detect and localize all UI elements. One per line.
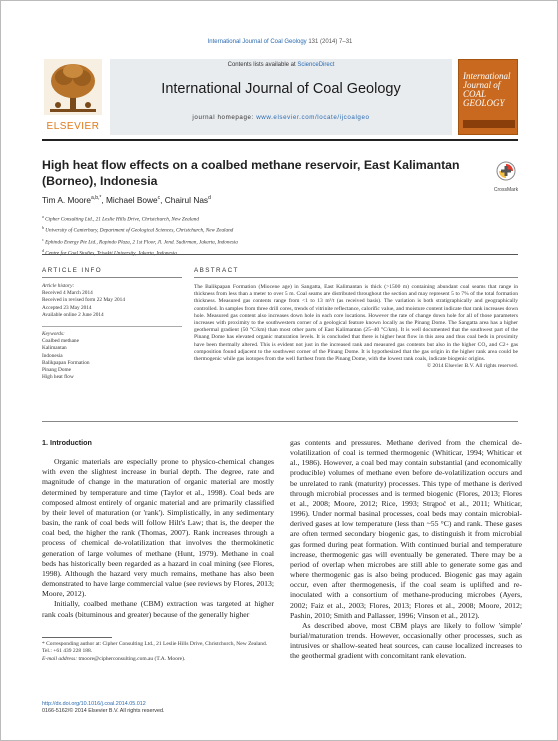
email-line [42, 656, 274, 663]
email-label: E-mail address: [42, 655, 78, 662]
article-title: High heat flow effects on a coalbed methane reservoir, East Kalimantan (Borneo), Indonesia [42, 158, 460, 188]
body-paragraph: Initially, coalbed methane (CBM) extraction was targeted at higher rank coals (bituminous and greater) because of the generally higher [42, 599, 274, 619]
abstract-heading: ABSTRACT [194, 267, 239, 274]
affiliation-marker: a [42, 214, 44, 219]
journal-title: International Journal of Coal Geology [161, 81, 401, 97]
author-affil-marker[interactable]: d [208, 195, 211, 202]
issn-line: 0166-5162/© 2014 Elsevier B.V. All rights reserved. [42, 708, 165, 715]
abstract-rule [194, 277, 518, 278]
history-item: Available online 2 June 2014 [42, 311, 104, 318]
affiliations [42, 213, 442, 258]
affiliation-text: Ephindo Energy Pte Ltd., Rapindo Plaza, 2 1st Floor, Jl. Jend. Sudirman, Jakarta, Indonesia [45, 239, 238, 246]
section-heading: 1. Introduction [42, 438, 92, 447]
article-info-rule [42, 277, 182, 278]
article-history [42, 283, 182, 319]
cover-title: International Journal of COAL GEOLOGY [463, 71, 511, 108]
crossmark-label: CrossMark [493, 187, 519, 193]
header-divider [42, 254, 518, 255]
keyword: Pinang Dome [42, 367, 71, 374]
affiliation-marker: b [42, 225, 44, 231]
history-label: Article history: [42, 283, 75, 289]
history-item: Accepted 23 May 2014 [42, 304, 92, 311]
author-name[interactable]: Chairul Nas [164, 195, 209, 205]
abstract-bottom-rule [42, 421, 518, 422]
homepage-prefix: journal homepage: [192, 114, 254, 121]
body-column-left [42, 438, 274, 620]
keyword: Coalbed methane [42, 338, 79, 345]
keyword: High heat flow [42, 374, 74, 381]
journal-homepage [110, 114, 452, 121]
elsevier-logo[interactable] [42, 59, 104, 132]
keywords-rule [42, 326, 182, 327]
history-item: Received 4 March 2014 [42, 290, 93, 297]
email-address[interactable]: tmoore@cipherconsulting.com.au (T.A. Moore). [78, 655, 186, 662]
affiliation-marker: d [42, 247, 44, 253]
keywords [42, 331, 182, 381]
article-info-heading: ARTICLE INFO [42, 267, 103, 274]
affiliation [42, 247, 442, 258]
footnote [42, 641, 274, 663]
crossmark-icon [496, 161, 516, 181]
keyword: Indonesia [42, 352, 63, 359]
affiliation [42, 236, 442, 247]
body-column-right [290, 438, 522, 661]
affiliation-marker: c [42, 236, 44, 242]
masthead-banner [110, 59, 452, 135]
contents-prefix: Contents lists available at [227, 62, 296, 68]
affiliation [42, 213, 442, 224]
publisher-name: ELSEVIER [46, 121, 100, 132]
author-name[interactable]: Tim A. Moore [42, 195, 92, 205]
elsevier-tree-icon [44, 59, 102, 115]
article-identifiers [42, 701, 274, 716]
author-affil-marker[interactable]: a,b,* [91, 195, 102, 202]
history-item: Received in revised form 22 May 2014 [42, 297, 125, 304]
masthead-divider [42, 139, 518, 141]
affiliation-text: Cipher Consulting Ltd., 21 Leslie Hills Drive, Christchurch, New Zealand [45, 216, 199, 223]
body-paragraph: gas contents and pressures. Methane derived from the chemical de-volatilization of coal is termed thermogenic (Whiticar, 1994; Whiticar et al., 1986). However, a coal bed may contain substantial (and economically producible) volumes of methane even before de-volatilization occurs and be unrelated to rank (maturity) processes. This type of methane is derived through microbial processes and is termed biogenic (Flores, 2013; Flores et al., 2008; Moore, 2012; Rice, 1993; Strąpoć et al., 2011; Whiticar, 1996). Under normal basinal processes, coal beds may contain microbial-derived gases at low temperature (less than ~55 °C) and rank. These gases are often termed secondary biogenic gas, to distinguish it from microbial gas formed during peat formation. With continued burial and temperature increase, thermogenic gas will eventually be generated. There may be a period of overlap when microbes are still able to generate some gas and where thermogenic gas is also being produced. Biogenic gas may again occur, even after thermogenesis, if the coal seam is uplifted and re-inoculated with a consortium of methane-producing microbes (Ayers, 2002; Faiz et al., 2003; Flores, 2013; Flores et al., 2008; Moore, 2012; Pashin, 2010; Smith and Pallasser, 1996; Vinson et al., 2012). [290, 438, 522, 620]
corresponding-author-note: * Corresponding author at: Cipher Consulting Ltd., 21 Leslie Hills Drive, Christchurch, New Zealand. Tel.: +61 439 228 188. [42, 641, 268, 655]
author-affil-marker[interactable]: c [157, 195, 161, 202]
abstract-text: The Balikpapan Formation (Miocene age) in Sangatta, East Kalimantan is thick (>1500 m) containing abundant coal seams that range in thickness from less than a meter to over 5 m. Coal seams are distributed throughout the section and may represent 5 to 7% of the total formation thickness. Measured gas contents range from <1 to 13 m³/t (as received basis). The variation is both stratigraphically and geographically controlled. In samples from three drill cores, trends of vitrinite reflectance, calorific value, and moisture content indicate that rank increases down hole. Measured gas content also increases down hole in each core locations. However the rate of change down hole for all of those parameters increases with proximity to the southwestern corner of a geological feature known locally as the Pinang Dome. The Sangatta area has a higher geothermal gradient (50 °C/km) than most other parts of East Kalimantan (25–40 °C/km). It is well documented that the southwest part of the Pinang Dome has elevated organic maturation levels. It is concluded that there is higher heat flow in this area and thus coal beds in proximity have been thermally altered. This is evident not just in the increased rank and measured gas contents but also in the higher CO₂ and C2+ gas composition found adjacent to the southwest corner of the Pinang Dome. It is hypothesized that the gas origin in the higher rank area could be thermogenic while gas isotopes from the well furthest from the Pinang Dome, with the lowest rank coals, indicate biogenic origins. [194, 284, 518, 363]
masthead [42, 59, 518, 135]
affiliation-text: University of Canterbury, Department of Geological Sciences, Christchurch, New Zealand [45, 228, 234, 235]
body-paragraph: As described above, most CBM plays are likely to follow 'simple' burial/maturation trends. However, occasionally other processes, such as intrusives or shallow-seated heat sources, can cause localized increases to the geothermal gradient with concomitant rank elevation. [290, 620, 522, 661]
crossmark-badge[interactable] [493, 161, 519, 193]
author-name[interactable]: Michael Bowe [105, 195, 158, 205]
keywords-label: Keywords: [42, 331, 65, 337]
homepage-url-link[interactable]: www.elsevier.com/locate/ijcoalgeo [256, 114, 370, 121]
cover-strip [463, 120, 515, 128]
journal-volume: 131 (2014) 7–31 [308, 39, 353, 45]
keyword: Balikpapan Formation [42, 359, 90, 366]
affiliation [42, 224, 442, 235]
abstract-text-block [194, 284, 518, 370]
journal-name-link[interactable]: International Journal of Coal Geology [207, 39, 307, 45]
body-paragraph: Organic materials are especially prone to physico-chemical changes with even the slightest increase in burial depth. The degree, rate and magnitude of change in the maturation of organic material are mostly determined by temperature and time (Taylor et al., 1998). Coal beds are composed almost entirely of organic material and are primarily classified by their level of maturation (or 'rank'). Simplistically, in any sedimentary basin, the rank of coal beds will follow Hilt's Law; that is, the deeper the coal bed, the higher the rank (Thomas, 2007). Rank increases through a process of chemical de-volatilization that involves the thermokinetic generation of large volumes of methane (Hunt, 1979). Methane in coal beds has historically been regarded as a hazard in coal mining (see Flores, 1998). Although the hazard very much remains, methane has also been demonstrated to have large commercial value (see reviews by Flores, 2013; Moore, 2012). [42, 457, 274, 599]
journal-reference [1, 39, 558, 45]
journal-cover-thumbnail[interactable] [458, 59, 518, 135]
author-list: Tim A. Moore$^{a,b,*}$, Michael Bowe$^c$, Chairul Nas$^d$ [42, 195, 211, 205]
contents-line [110, 62, 452, 68]
doi-link[interactable]: http://dx.doi.org/10.1016/j.coal.2014.05.012 [42, 701, 146, 707]
keyword: Kalimantan [42, 345, 67, 352]
footnote-rule [42, 637, 112, 638]
sciencedirect-link[interactable]: ScienceDirect [297, 62, 335, 68]
abstract-copyright: © 2014 Elsevier B.V. All rights reserved. [426, 363, 518, 370]
